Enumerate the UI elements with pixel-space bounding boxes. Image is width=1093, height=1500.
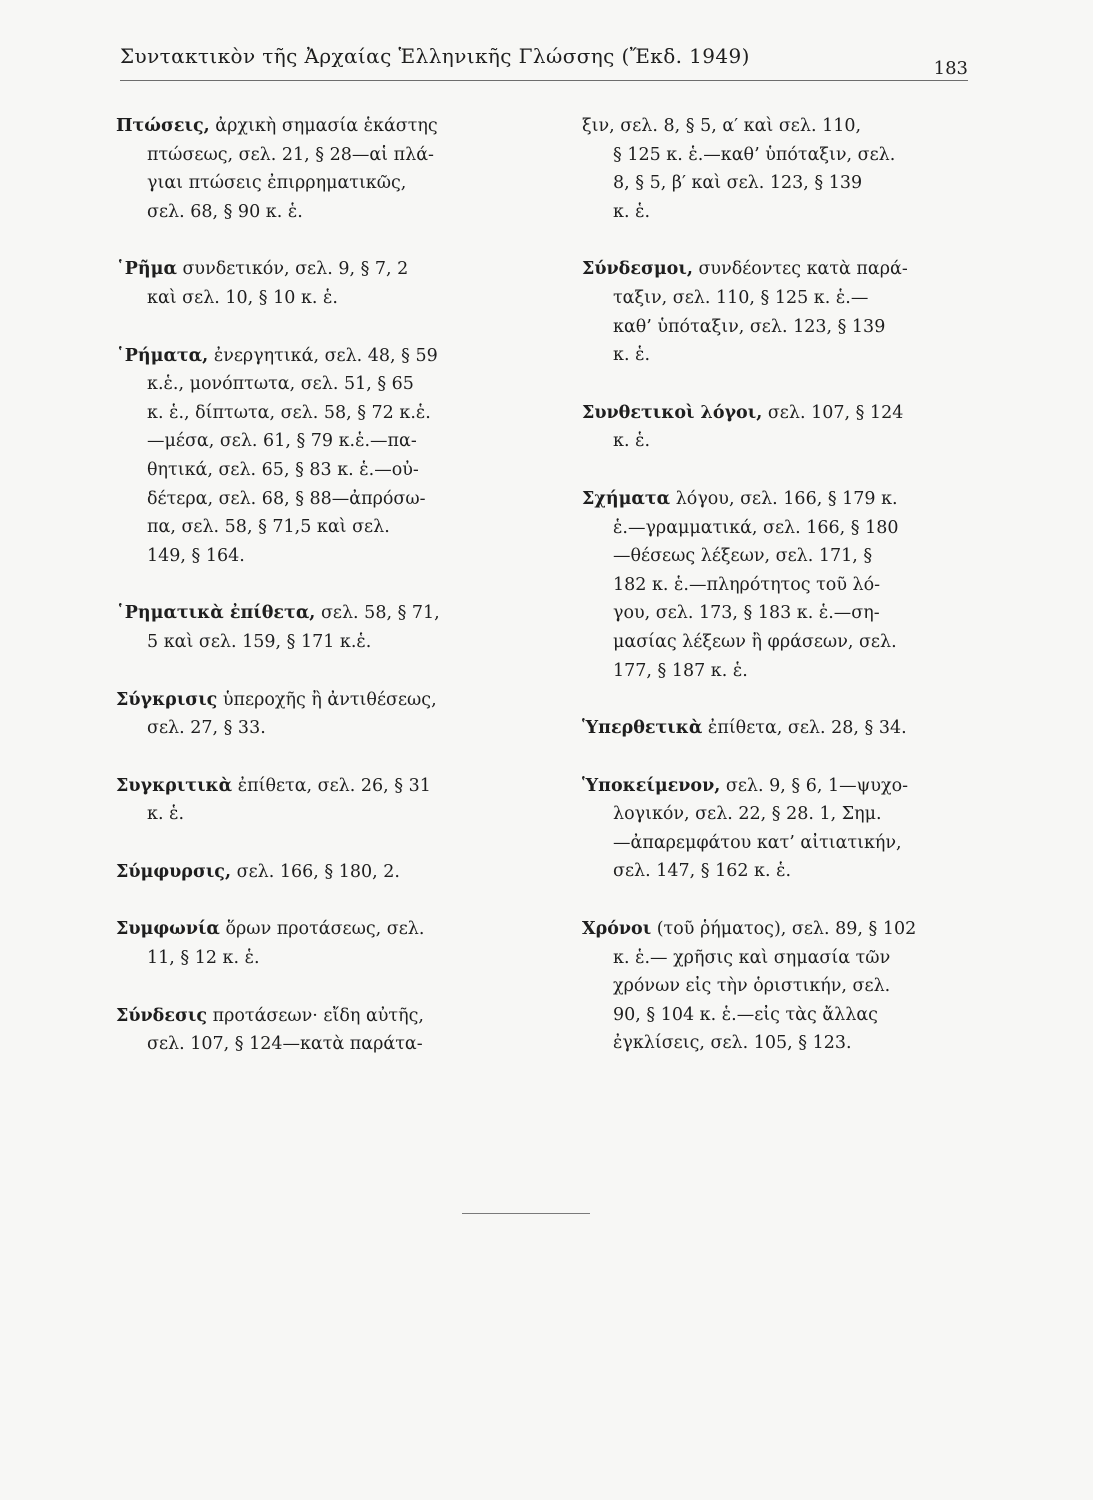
index-entry-text: 90, § 104 κ. ἑ.—εἰς τὰς ἄλλας [613,1004,878,1025]
index-entry-line [116,542,516,571]
index-entry-text: § 125 κ. ἑ.—καθ’ ὑπόταξιν, σελ. [613,144,896,165]
index-entry-line [582,944,974,973]
index-entry-text: ἀρχικὴ σημασία ἑκάστης [209,116,438,136]
index-entry-text: πτώσεως, σελ. 21, § 28—αἱ πλά- [147,144,434,165]
index-entry-line [116,198,516,227]
index-entry-line [116,284,516,313]
index-entry [582,399,974,456]
index-entry-heading: Σύμφυρσις, [116,861,232,882]
index-entry-line [116,1002,516,1031]
index-entry-line [116,686,516,715]
index-entry-text: σελ. 9, § 6, 1—ψυχο- [720,775,909,796]
index-entry-text: ξιν, σελ. 8, § 5, α′ καὶ σελ. 110, [582,116,862,136]
index-column-left [116,112,516,1088]
index-entry [582,485,974,685]
index-entry-line [582,857,974,886]
index-entry-heading: Ὑποκείμενον, [582,775,721,796]
index-entry-text: θητικά, σελ. 65, § 83 κ. ἑ.—οὐ- [147,459,419,480]
index-entry-text: σελ. 58, § 71, [315,603,440,624]
index-entry [582,112,974,226]
index-entry-heading: Ὑπερθετικὰ [582,718,703,739]
index-entry [582,915,974,1058]
index-entry-line [116,714,516,743]
index-entry-text: σελ. 107, § 124 [762,402,904,423]
index-entry-line [582,772,974,801]
index-entry-line [582,542,974,571]
index-entry-line [582,141,974,170]
index-entry-heading: ῾Ρήματα, [116,345,209,366]
index-entry-line [116,456,516,485]
index-entry-heading: Χρόνοι [582,919,652,940]
index-entry-heading: Σχήματα [582,488,671,509]
index-entry-text: σελ. 107, § 124—κατὰ παράτα- [147,1034,423,1055]
index-entry-text: κ. ἑ., δίπτωτα, σελ. 58, § 72 κ.ἑ. [147,402,431,423]
index-entry-text: (τοῦ ῥήματος), σελ. 89, § 102 [651,919,917,940]
index-entry-text: γιαι πτώσεις ἐπιρρηματικῶς, [147,173,407,194]
index-entry-line [116,772,516,801]
index-entry [582,772,974,886]
index-entry-line [582,628,974,657]
index-entry-line [116,169,516,198]
index-entry-text: γου, σελ. 173, § 183 κ. ἑ.—ση- [613,603,880,624]
index-entry-text: κ. ἑ. [613,431,651,452]
index-entry [116,1002,516,1059]
index-entry-line [582,399,974,428]
index-column-right [582,112,974,1087]
index-entry-text: ἐγκλίσεις, σελ. 105, § 123. [613,1033,852,1054]
index-entry-heading: Σύγκρισις [116,689,218,710]
index-entry-text: κ. ἑ. [613,345,651,366]
index-entry-line [582,972,974,1001]
index-entry [116,342,516,571]
index-entry-text: ἐπίθετα, σελ. 26, § 31 [232,775,431,796]
running-title: Συντακτικὸν τῆς Ἀρχαίας Ἑλληνικῆς Γλώσσης (Ἔκδ. 1949) [120,44,750,68]
index-entry-text: σελ. 27, § 33. [147,718,266,739]
index-entry-text: ὅρων προτάσεως, σελ. [219,919,425,940]
index-entry-text: σελ. 147, § 162 κ. ἑ. [613,861,792,882]
index-entry-line [582,1029,974,1058]
index-entry-text: χρόνων εἰς τὴν ὁριστικήν, σελ. [613,976,891,997]
index-entry-text: κ. ἑ. [147,804,185,825]
index-entry-line [582,255,974,284]
index-entry-line [116,1030,516,1059]
index-entry-heading: Συνθετικοὶ λόγοι, [582,402,763,423]
index-entry-line [116,513,516,542]
index-entry-heading: Πτώσεις, [116,116,210,136]
index-entry-line [582,313,974,342]
index-entry-text: σελ. 166, § 180, 2. [231,861,400,882]
end-rule [462,1213,590,1214]
index-entry-line [582,1001,974,1030]
index-entry [116,858,516,887]
index-entry-text: καθ’ ὑπόταξιν, σελ. 123, § 139 [613,316,886,337]
index-entry-text: 149, § 164. [147,545,245,566]
index-entry-line [582,341,974,370]
index-entry-line [582,284,974,313]
index-entry-line [582,485,974,514]
index-entry-text: καὶ σελ. 10, § 10 κ. ἑ. [147,287,338,308]
index-entry-line [116,628,516,657]
page-number: 183 [933,58,968,79]
index-entry-text: κ. ἑ.— χρῆσις καὶ σημασία τῶν [613,947,891,968]
index-entry-text: ἐπίθετα, σελ. 28, § 34. [702,718,907,739]
index-entry-line [582,112,974,141]
index-entry [116,255,516,312]
index-entry [582,255,974,369]
index-entry-text: 182 κ. ἑ.—πληρότητος τοῦ λό- [613,574,881,595]
index-entry-line [116,800,516,829]
index-entry [582,714,974,743]
index-entry-text: συνδετικόν, σελ. 9, § 7, 2 [176,259,409,280]
index-entry-text: ἐνεργητικά, σελ. 48, § 59 [208,345,438,366]
index-entry-text: ἑ.—γραμματικά, σελ. 166, § 180 [613,517,899,538]
index-entry-text: πα, σελ. 58, § 71,5 καὶ σελ. [147,517,390,538]
index-entry [116,772,516,829]
index-entry-heading: Σύνδεσμοι, [582,259,693,280]
index-entry-line [582,829,974,858]
index-entry [116,112,516,226]
index-entry-line [582,714,974,743]
index-entry-heading: Σύνδεσις [116,1005,207,1026]
index-entry-text: κ.ἑ., μονόπτωτα, σελ. 51, § 65 [147,374,414,395]
index-entry-text: 8, § 5, β′ καὶ σελ. 123, § 139 [613,173,863,194]
index-entry-text: σελ. 68, § 90 κ. ἑ. [147,201,303,222]
index-entry [116,686,516,743]
index-entry-line [582,427,974,456]
index-entry-text: μασίας λέξεων ἢ φράσεων, σελ. [613,631,897,652]
index-entry-line [582,169,974,198]
index-entry-line [116,599,516,628]
index-entry-heading: Συγκριτικὰ [116,775,233,796]
index-entry-line [582,571,974,600]
index-entry-text: 11, § 12 κ. ἑ. [147,948,260,969]
index-entry-line [116,112,516,141]
index-entry-line [582,599,974,628]
index-entry-line [116,427,516,456]
index-entry-text: δέτερα, σελ. 68, § 88—ἀπρόσω- [147,488,426,509]
index-entry-line [116,485,516,514]
index-entry-line [116,141,516,170]
index-entry-text: κ. ἑ. [613,201,651,222]
index-entry-text: —θέσεως λέξεων, σελ. 171, § [613,546,873,567]
index-entry-text: ὑπεροχῆς ἢ ἀντιθέσεως, [217,689,437,710]
index-entry-text: —μέσα, σελ. 61, § 79 κ.ἑ.—πα- [147,431,417,452]
index-entry-line [116,370,516,399]
index-entry-text: ταξιν, σελ. 110, § 125 κ. ἑ.— [613,287,869,308]
index-entry-line [116,915,516,944]
index-entry-line [116,399,516,428]
index-entry-line [582,915,974,944]
index-entry-line [582,657,974,686]
index-entry-line [116,944,516,973]
index-entry-heading: Συμφωνία [116,919,220,940]
index-entry-line [582,800,974,829]
index-entry-text: 5 καὶ σελ. 159, § 171 κ.ἑ. [147,631,372,652]
index-entry-line [116,342,516,371]
index-entry-text: —ἀπαρεμφάτου κατ’ αἰτιατικήν, [613,832,902,853]
index-entry [116,915,516,972]
index-entry-text: 177, § 187 κ. ἑ. [613,660,748,681]
index-entry-line [116,858,516,887]
index-entry-text: συνδέοντες κατὰ παρά- [692,259,908,280]
index-entry-heading: ῾Ρηματικὰ ἐπίθετα, [116,603,316,624]
index-entry-line [582,198,974,227]
index-entry-text: προτάσεων· εἴδη αὐτῆς, [207,1005,424,1026]
index-entry-text: λόγου, σελ. 166, § 179 κ. [670,488,898,509]
index-entry [116,599,516,656]
running-header [120,44,970,86]
index-entry-text: λογικόν, σελ. 22, § 28. 1, Σημ. [613,804,882,825]
index-entry-line [116,255,516,284]
header-rule [120,80,968,81]
index-entry-line [582,514,974,543]
index-entry-heading: ῾Ρῆμα [116,259,177,280]
